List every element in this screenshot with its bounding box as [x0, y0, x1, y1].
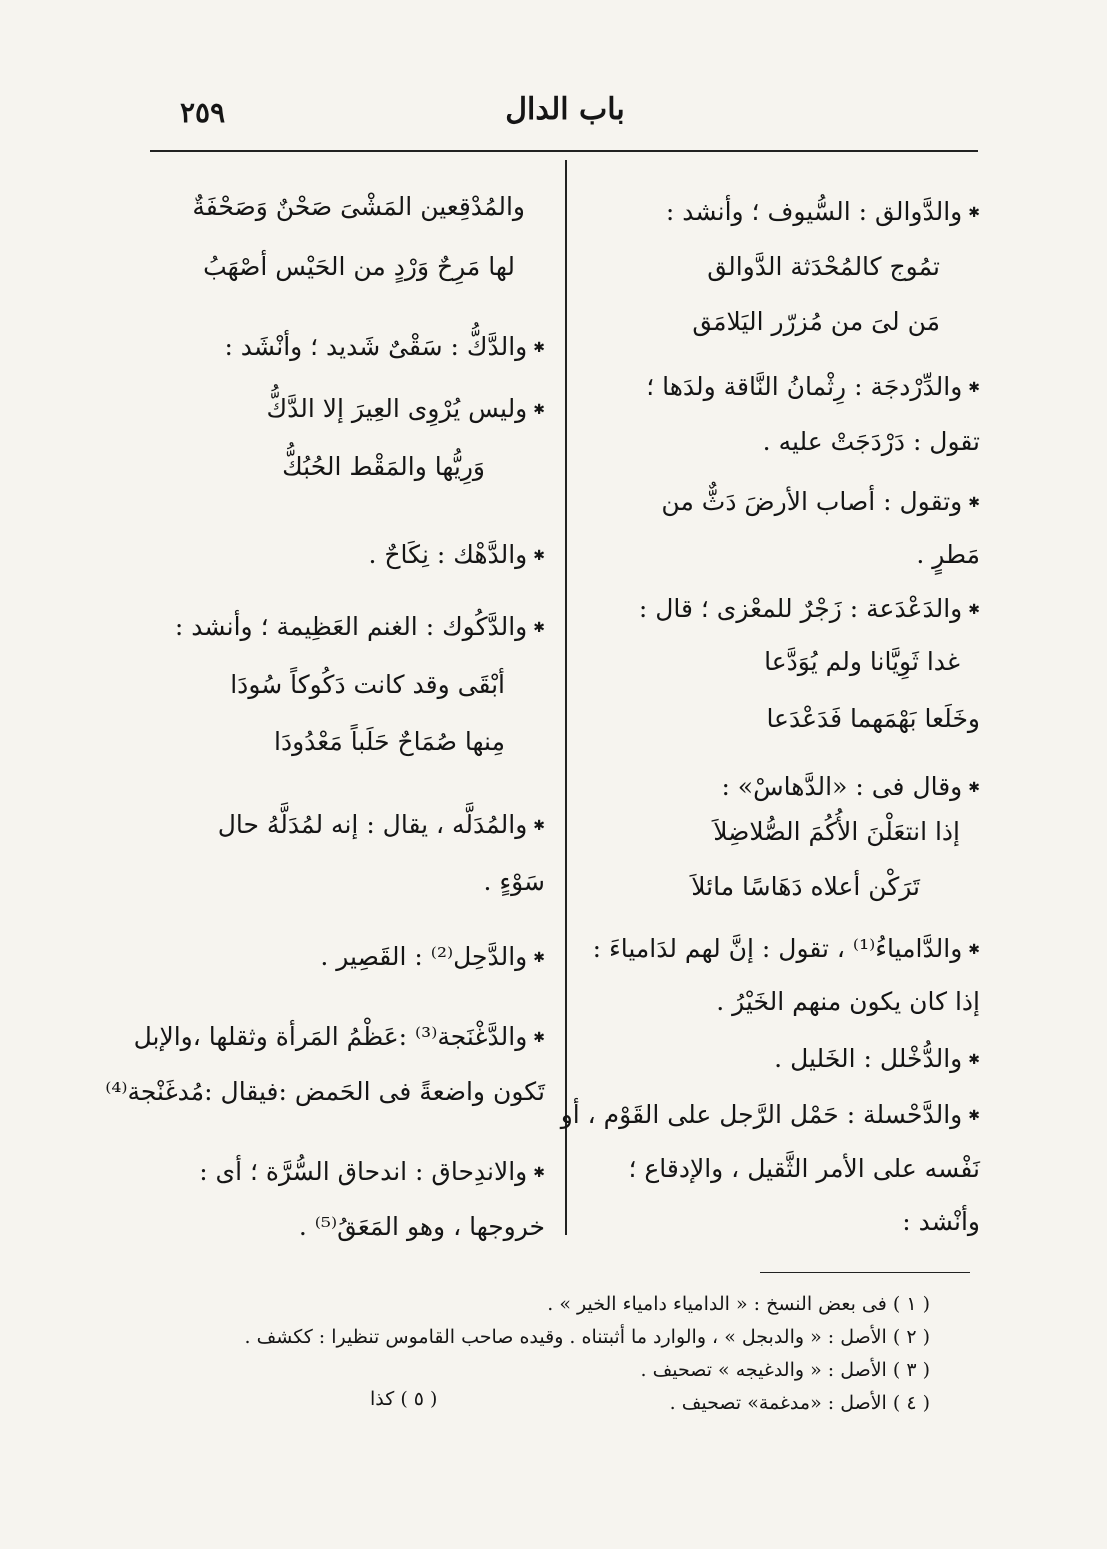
- footnote-rule: [760, 1272, 970, 1273]
- footnote-2: ( ٢ ) الأصل : « والدبجل » ، والوارد ما أثبتناه . وقيده صاحب القاموس تنظيرا : ككشف .: [244, 1326, 930, 1348]
- verse-line: تمُوج كالمُحْدَثة الدَّوالق: [707, 252, 940, 281]
- dictionary-entry: ✱والاندِحاق : اندحاق السُّرَّة ؛ أى :: [199, 1157, 545, 1186]
- entry-continuation: نَفْسه على الأمر الثَّقيل ، والإدقاع ؛: [628, 1154, 980, 1183]
- dictionary-entry: ✱وتقول : أصاب الأرضَ دَثٌّ من: [661, 487, 980, 516]
- verse-line: وَرِيُّها والمَقْط الحُبُكُّ: [282, 452, 485, 481]
- dictionary-entry: ✱والدَّكُوك : الغنم العَظِيمة ؛ وأنشد :: [174, 612, 545, 641]
- page-header: [150, 92, 980, 142]
- entry-continuation: مَطرٍ .: [916, 540, 980, 569]
- verse-line: وخَلَعا بَهْمَهما فَدَعْدَعا: [766, 704, 980, 733]
- page-number: ٢٥٩: [180, 96, 226, 129]
- dictionary-entry: ✱والدَّكُّ : سَقْىٌ شَديد ؛ وأنْشَد :: [224, 332, 545, 361]
- footnote-5: ( ٥ ) كذا: [370, 1388, 438, 1410]
- dictionary-entry: ✱وقال فى : «الدَّهاسْ» :: [721, 772, 980, 801]
- dictionary-entry: ✱والمُدَلَّه ، يقال : إنه لمُدَلَّهُ حال: [217, 810, 545, 839]
- header-rule: [150, 150, 978, 152]
- dictionary-entry: ✱والدِّرْدجَة : رِثْمانُ النَّاقة ولدَها ؛: [646, 372, 980, 401]
- entry-continuation: تَكون واضعةً فى الحَمض :فيقال :مُدغَنْجة⁽⁴⁾: [105, 1077, 545, 1106]
- verse-line: مَن لىَ من مُزرّر اليَلامَق: [692, 307, 940, 336]
- dictionary-entry: ✱والدَعْدَعة : زَجْرٌ للمعْزى ؛ قال :: [638, 594, 980, 623]
- entry-continuation: إذا كان يكون منهم الخَيْرُ .: [716, 987, 980, 1016]
- verse-line: والمُدْقِعين المَشْىَ صَحْنٌ وَصَحْفَةٌ: [192, 192, 525, 221]
- dictionary-entry: ✱والدَّغْنَجة⁽³⁾ :عَظْمُ المَرأة وثقلها ،والإبل: [133, 1022, 545, 1051]
- dictionary-entry: ✱والدَّحِل⁽²⁾ : القَصِير .: [320, 942, 545, 971]
- verse-line: تَرَكْن أعلاه دَهَاسًا مائلاَ: [691, 872, 920, 901]
- footnote-3: ( ٣ ) الأصل : « والدغيجه » تصحيف .: [640, 1359, 930, 1381]
- verse-line: أبْقَى وقد كانت دَكُوكاً سُودَا: [230, 670, 505, 699]
- dictionary-entry: ✱والدُّخْلل : الخَليل .: [774, 1044, 980, 1073]
- column-divider: [565, 160, 567, 1235]
- entry-continuation: وأنْشد :: [902, 1207, 980, 1236]
- dictionary-entry: ✱وليس يُرْوِى العِيرَ إلا الدَّكُّ: [266, 394, 545, 423]
- section-title: باب الدال: [505, 92, 625, 127]
- entry-continuation: تقول : دَرْدَجَتْ عليه .: [762, 427, 980, 456]
- verse-line: لها مَرِحٌ وَرْدٍ من الحَيْس أصْهَبُ: [203, 252, 515, 281]
- dictionary-entry: ✱والدَّهْك : نِكَاحٌ .: [368, 540, 545, 569]
- verse-line: غدا ثَوِيَّانا ولم يُوَدَّعا: [764, 647, 960, 676]
- verse-line: مِنها صُمَاحٌ حَلَباً مَعْدُودَا: [274, 727, 505, 756]
- footnote-1: ( ١ ) فى بعض النسخ : « الدامياء دامياء الخير » .: [547, 1293, 930, 1315]
- dictionary-entry: ✱والدَّوالق : السُّيوف ؛ وأنشد :: [665, 197, 980, 226]
- footnote-4: ( ٤ ) الأصل : «مدغمة» تصحيف .: [669, 1392, 930, 1414]
- entry-continuation: سَوْءٍ .: [483, 867, 545, 896]
- verse-line: إذا انتعَلْنَ الأُكُمَ الصُّلاضِلاَ: [713, 817, 960, 846]
- dictionary-entry: ✱والدَّامياءُ⁽¹⁾ ، تقول : إنَّ لهم لدَامياءَ :: [592, 934, 980, 963]
- entry-continuation: خروجها ، وهو المَعَقُ⁽⁵⁾ .: [298, 1212, 545, 1241]
- dictionary-entry: ✱والدَّحْسلة : حَمْل الرَّجل على القَوْم ، أو: [560, 1100, 980, 1129]
